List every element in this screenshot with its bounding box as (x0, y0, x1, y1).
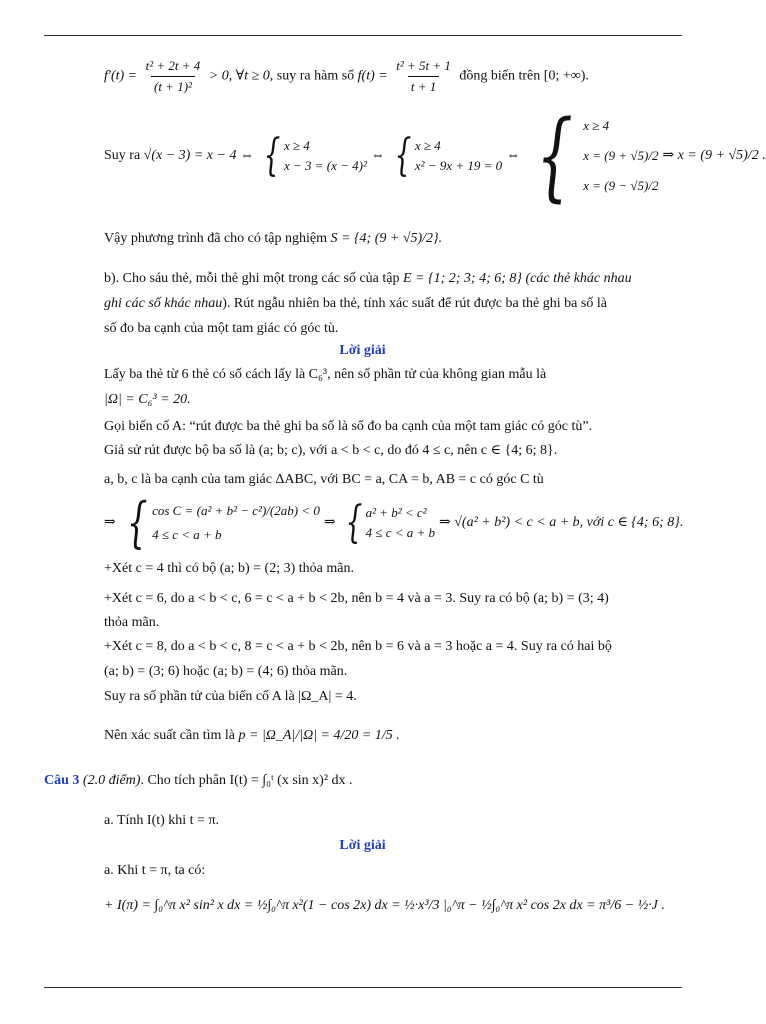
problem-b-line1: b). Cho sáu thẻ, mỗi thẻ ghi một trong các số của tập E = {1; 2; 3; 4; 6; 8} (các thẻ khác nhau (104, 271, 632, 286)
obtuse-condition: ⇒ { cos C = (a² + b² − c²)/(2ab) < 0 4 ≤ c < a + b ⇒ { a² + b² < c² 4 ≤ c < a + b ⇒ √(a² + b²) < c < a + b, với c ∈ {4; 6; 8}. (104, 491, 684, 554)
sample-space-line: Lấy ba thẻ từ 6 thẻ có số cách lấy là C₆³, nên số phần tử của không gian mẫu là (104, 367, 547, 382)
problem-b-line2: ghi các số khác nhau). Rút ngẫu nhiên ba thẻ, tính xác suất để rút được ba thẻ ghi ba số là (104, 296, 607, 311)
part-a: a. Tính I(t) khi t = π. (104, 813, 220, 828)
triangle-line: a, b, c là ba cạnh của tam giác ΔABC, với BC = a, CA = b, AB = c có góc C tù (104, 472, 544, 487)
derivative-line: f′(t) = $\frac{\text{t² + 2t + 4}}{\text{(t + 1)²}}$ > 0, ∀t ≥ 0, suy ra hàm số f(t) = $\frac{\text{t² + 5t + 1}}{t + 1}$ đồng biến trên [0; +∞). (104, 58, 589, 94)
system-2: { x ≥ 4 x² − 9x + 19 = 0 (394, 130, 503, 181)
part-a-intro: a. Khi t = π, ta có: (104, 863, 206, 878)
system-4: { cos C = (a² + b² − c²)/(2ab) < 0 4 ≤ c < a + b (126, 491, 320, 554)
system-5: { a² + b² < c² 4 ≤ c < a + b (345, 497, 436, 548)
equation-chain: Suy ra √(x − 3) = x − 4 ⇔ { x ≥ 4 x − 3 = (x − 4)² ⇔ { x ≥ 4 x² − 9x + 19 = 0 ⇔ { x ≥ 4 x = (9 + √5)/2 x = (9 − √5)/2 ⇒ x = (9 + √5)/2 . (104, 100, 766, 212)
solution-title-1: Lời giải (339, 343, 386, 358)
top-rule (44, 35, 682, 36)
question-3: Câu 3 (2.0 điểm). Cho tích phân I(t) = ∫₀ᵗ (x sin x)² dx . (44, 773, 353, 788)
solution-set-line: Vậy phương trình đã cho có tập nghiệm S = {4; (9 + √5)/2}. (104, 231, 443, 246)
system-3: { x ≥ 4 x = (9 + √5)/2 x = (9 − √5)/2 (536, 100, 659, 212)
event-size: Suy ra số phần tử của biến cố A là |Ω_A| = 4. (104, 689, 357, 704)
case-c6: +Xét c = 6, do a < b < c, 6 = c < a + b < 2b, nên b = 4 và a = 3. Suy ra có bộ (a; b) = (3; 4) (104, 591, 609, 606)
function-fraction: $\frac{\text{t² + 5t + 1}}{t + 1}$ (396, 58, 451, 94)
case-c4: +Xét c = 4 thì có bộ (a; b) = (2; 3) thỏa mãn. (104, 561, 354, 576)
problem-b-line3: số đo ba cạnh của một tam giác có góc tù. (104, 321, 339, 336)
probability-line: Nên xác suất cần tìm là p = |Ω_A|/|Ω| = 4/20 = 1/5 . (104, 728, 400, 743)
case-c8: +Xét c = 8, do a < b < c, 8 = c < a + b < 2b, nên b = 6 và a = 3 hoặc a = 4. Suy ra có hai bộ (104, 639, 612, 654)
event-definition: Gọi biến cố A: “rút được ba thẻ ghi ba số là số đo ba cạnh của một tam giác có góc tù”. (104, 419, 593, 434)
system-1: { x ≥ 4 x − 3 = (x − 4)² (263, 130, 367, 181)
integral-computation: + I(π) = ∫₀^π x² sin² x dx = ½∫₀^π x²(1 − cos 2x) dx = ½·x³/3 |₀^π − ½∫₀^π x² cos 2x dx = π³/6 − ½·J . (104, 898, 665, 913)
case-c8-cont: (a; b) = (3; 6) hoặc (a; b) = (4; 6) thỏa mãn. (104, 664, 348, 679)
bottom-rule (44, 987, 682, 988)
derivative-lhs: f′(t) = (104, 68, 138, 84)
derivative-fraction: $\frac{\text{t² + 2t + 4}}{\text{(t + 1)²}}$ (145, 58, 201, 94)
sample-space-size: |Ω| = C₆³ = 20. (104, 392, 191, 407)
assumption-line: Giả sử rút được bộ ba số là (a; b; c), với a < b < c, do đó 4 ≤ c, nên c ∈ {4; 6; 8}. (104, 443, 558, 458)
case-c6-cont: thỏa mãn. (104, 615, 160, 630)
solution-title-2: Lời giải (339, 838, 386, 853)
